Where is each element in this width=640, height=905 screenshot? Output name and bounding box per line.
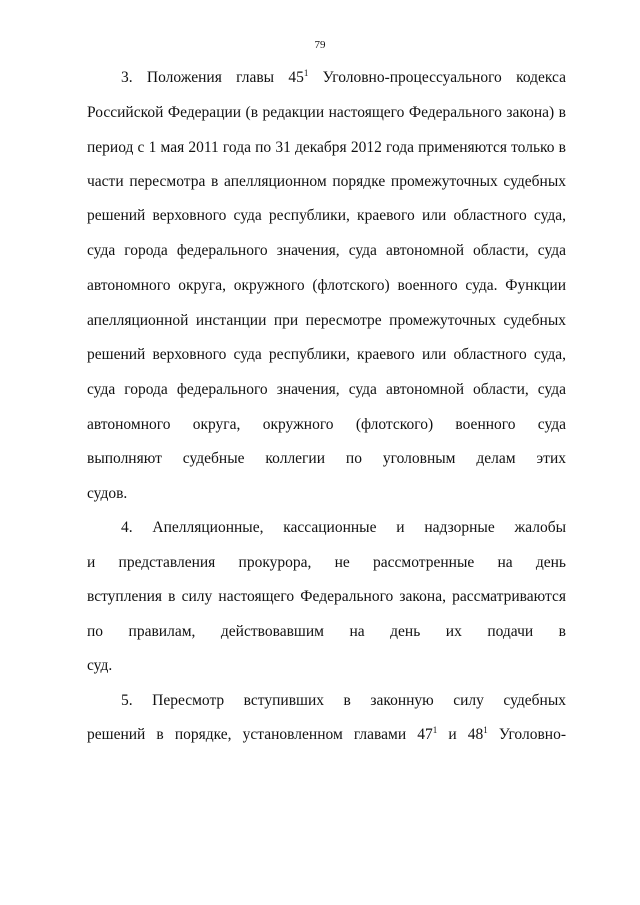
superscript: 1 <box>303 68 309 78</box>
text-run: части пересмотра в апелляционном порядке промежуточных судебных <box>87 173 566 190</box>
text-run: решений верховного суда республики, краевого или областного суда, <box>87 346 566 363</box>
paragraph-1-line-5 <box>87 206 566 226</box>
paragraph-1-line-4 <box>87 172 566 192</box>
paragraph-2-line-2 <box>87 553 566 573</box>
text-run: вступления в силу настоящего Федерального закона, рассматриваются <box>87 588 566 605</box>
text-run: 5. Пересмотр вступивших в законную силу судебных <box>121 692 566 709</box>
text-run: судов. <box>87 485 128 502</box>
paragraph-1-line-1 <box>121 68 566 88</box>
page-number: 79 <box>314 39 326 51</box>
superscript: 1 <box>483 725 488 735</box>
text-run: и 48 <box>437 726 484 743</box>
text-run: автономного округа, окружного (флотского) военного суда. Функции <box>87 277 566 294</box>
paragraph-1-line-2 <box>87 103 566 123</box>
paragraph-1-line-7 <box>87 276 566 296</box>
text-run: выполняют судебные коллегии по уголовным делам этих <box>87 450 566 467</box>
text-run: суда города федерального значения, суда автономной области, суда <box>87 242 566 259</box>
text-run: автономного округа, окружного (флотского) военного суда <box>87 416 566 433</box>
text-run: и представления прокурора, не рассмотренные на день <box>87 554 566 571</box>
paragraph-1-line-13 <box>87 484 566 504</box>
text-run: период с 1 мая 2011 года по 31 декабря 2012 года применяются только в <box>87 139 566 156</box>
paragraph-1-line-10 <box>87 380 566 400</box>
paragraph-2-line-1 <box>121 518 566 538</box>
text-run: решений в порядке, установленном главами 47 <box>87 726 433 743</box>
text-run: по правилам, действовавшим на день их подачи в <box>87 623 566 640</box>
text-run: апелляционной инстанции при пересмотре промежуточных судебных <box>87 312 566 329</box>
paragraph-3-line-2 <box>87 725 566 745</box>
paragraph-1-line-9 <box>87 345 566 365</box>
paragraph-1-line-12 <box>87 449 566 469</box>
text-run: суд. <box>87 657 113 674</box>
paragraph-1-line-6 <box>87 241 566 261</box>
text-run: Уголовно- <box>487 726 566 743</box>
paragraph-2-line-5 <box>87 656 566 676</box>
paragraph-3-line-1 <box>121 691 566 711</box>
paragraph-2-line-4 <box>87 622 566 642</box>
paragraph-1-line-3 <box>87 138 566 158</box>
text-run: 3. Положения главы 45 <box>121 69 304 86</box>
superscript: 1 <box>432 725 438 735</box>
text-run: Уголовно-процессуального кодекса <box>308 69 566 86</box>
text-run: Российской Федерации (в редакции настоящего Федерального закона) в <box>87 104 566 121</box>
text-run: суда города федерального значения, суда автономной области, суда <box>87 381 566 398</box>
text-run: решений верховного суда республики, краевого или областного суда, <box>87 207 566 224</box>
paragraph-1-line-8 <box>87 311 566 331</box>
paragraph-1-line-11 <box>87 415 566 435</box>
paragraph-2-line-3 <box>87 587 566 607</box>
text-run: 4. Апелляционные, кассационные и надзорные жалобы <box>121 519 566 536</box>
